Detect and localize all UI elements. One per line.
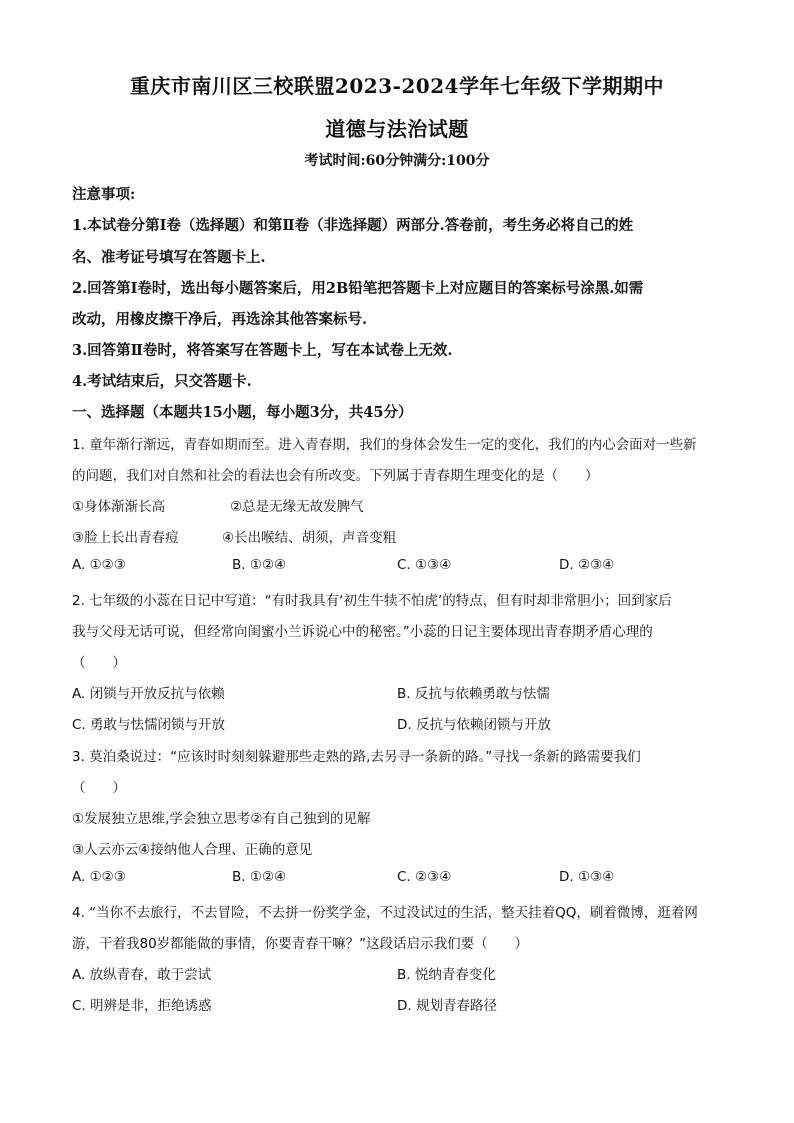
question-3-option-c: C. ②③④ [397, 869, 452, 885]
exam-subject-title: 道德与法治试题 [325, 117, 469, 141]
notice-item: 1.本试卷分第Ⅰ卷（选择题）和第Ⅱ卷（非选择题）两部分.答卷前，考生务必将自己的姓 [72, 217, 634, 234]
section-heading: 一、选择题（本题共15小题，每小题3分，共45分） [72, 404, 413, 421]
question-3-item: ①发展独立思维,学会独立思考②有自己独到的见解 [72, 811, 371, 827]
question-1-item: ②总是无缘无故发脾气 [230, 499, 364, 515]
question-1-stem: 1. 童年渐行渐远，青春如期而至。进入青春期，我们的身体会发生一定的变化，我们的内心会面对一些新 [72, 437, 697, 453]
notice-item: 2.回答第Ⅰ卷时，选出每小题答案后，用2B铅笔把答题卡上对应题目的答案标号涂黑.如需 [72, 280, 644, 297]
question-1-item: ①身体渐渐长高 [72, 499, 166, 515]
question-3-option-d: D. ①③④ [559, 869, 615, 885]
question-2-option-b: B. 反抗与依赖勇敢与怯懦 [397, 686, 550, 702]
question-2-option-d: D. 反抗与依赖闭锁与开放 [397, 717, 551, 733]
question-3-option-b: B. ①②④ [232, 869, 287, 885]
question-1-option-a: A. ①②③ [72, 557, 126, 573]
notice-heading: 注意事项: [72, 186, 136, 203]
question-3-stem: 3. 莫泊桑说过：“应该时时刻刻躲避那些走熟的路,去另寻一条新的路。”寻找一条新的路需要我们 [72, 749, 641, 765]
question-4-stem: 4. “当你不去旅行，不去冒险，不去拼一份奖学金，不过没试过的生活，整天挂着QQ，刷着微博，逛着网 [72, 905, 698, 921]
question-1-option-c: C. ①③④ [397, 557, 452, 573]
question-2-option-a: A. 闭锁与开放反抗与依赖 [72, 686, 225, 702]
question-1-stem: 的问题，我们对自然和社会的看法也会有所改变。下列属于青春期生理变化的是（ ） [72, 468, 599, 484]
question-4-stem: 游，干着我80岁都能做的事情，你要青春干嘛？”这段话启示我们要（ ） [72, 936, 529, 952]
notice-item: 3.回答第Ⅱ卷时，将答案写在答题卡上，写在本试卷上无效. [72, 342, 453, 359]
question-4-option-d: D. 规划青春路径 [397, 998, 497, 1014]
question-1-item: ③脸上长出青春痘 [72, 530, 179, 546]
question-2-stem: 我与父母无话可说，但经常向闺蜜小兰诉说心中的秘密。”小蕊的日记主要体现出青春期矛盾心理的 [72, 624, 653, 640]
question-1-item: ④长出喉结、胡须，声音变粗 [222, 530, 397, 546]
question-2-stem: 2. 七年级的小蕊在日记中写道：“有时我具有‘初生牛犊不怕虎’的特点，但有时却非常胆小；回到家后 [72, 593, 672, 609]
question-4-option-b: B. 悦纳青春变化 [397, 967, 496, 983]
question-2-option-c: C. 勇敢与怯懦闭锁与开放 [72, 717, 226, 733]
question-1-option-b: B. ①②④ [232, 557, 287, 573]
notice-item: 改动，用橡皮擦干净后，再选涂其他答案标号. [72, 311, 368, 328]
question-4-option-c: C. 明辨是非，拒绝诱惑 [72, 998, 212, 1014]
question-4-option-a: A. 放纵青春，敢于尝试 [72, 967, 212, 983]
question-3-answer-paren: （ ） [72, 780, 126, 796]
exam-title: 重庆市南川区三校联盟2023-2024学年七年级下学期期中 [129, 74, 665, 98]
exam-info: 考试时间:60分钟满分:100分 [304, 153, 490, 169]
question-3-item: ③人云亦云④接纳他人合理、正确的意见 [72, 842, 313, 858]
question-3-option-a: A. ①②③ [72, 869, 126, 885]
notice-item: 名、准考证号填写在答题卡上. [72, 249, 266, 266]
question-2-answer-paren: （ ） [72, 655, 126, 671]
notice-item: 4.考试结束后，只交答题卡. [72, 373, 252, 390]
question-1-option-d: D. ②③④ [559, 557, 615, 573]
